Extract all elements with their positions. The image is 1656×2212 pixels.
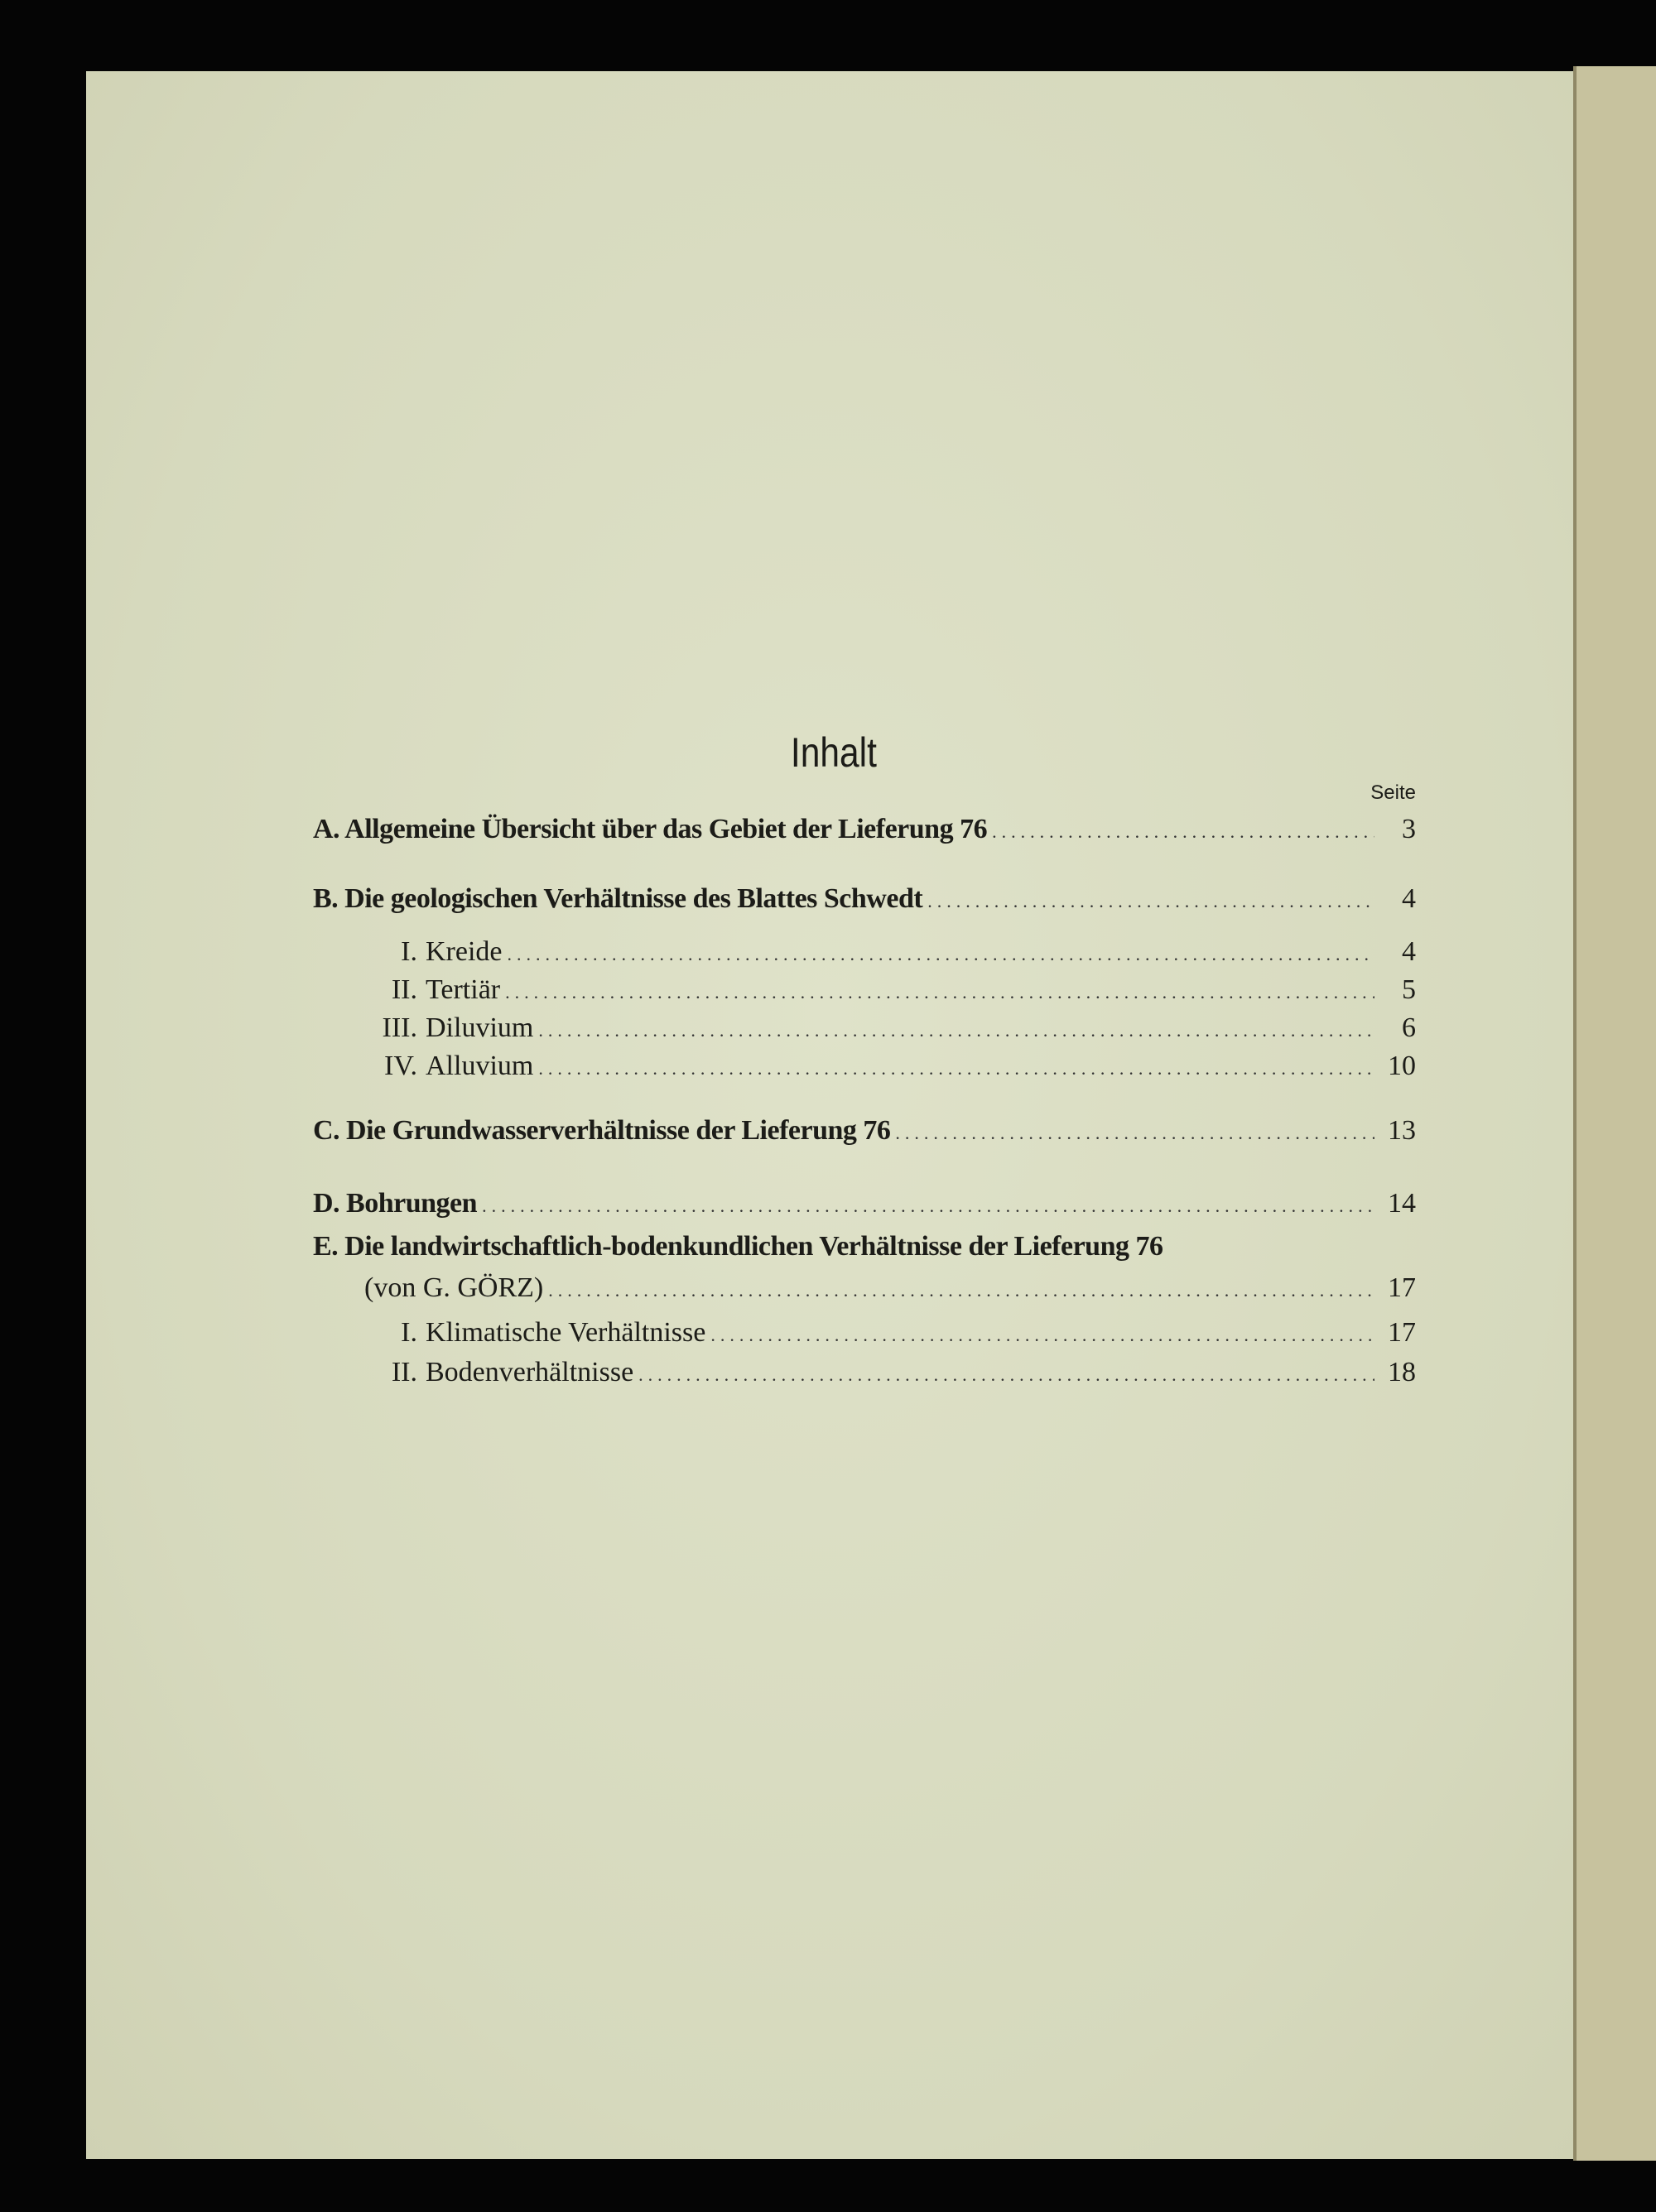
toc-subentry: I. Klimatische Verhältnisse ..... 17 — [364, 1315, 1416, 1354]
toc-entry-e: E. Die landwirtschaftlich-bodenkundlichen Verhältnisse der Lieferung 76 — [313, 1231, 1163, 1262]
dot-leader — [538, 1051, 1374, 1087]
toc-entry-e-continuation: (von G. GÖRZ) ..... 17 — [364, 1270, 1416, 1309]
toc-subentry: II. Bodenverhältnisse ..... 18 — [364, 1354, 1416, 1393]
toc-subentry: II. Tertiär ..... 5 — [364, 972, 1416, 1011]
dot-leader — [482, 1188, 1374, 1224]
toc-subentry: I. Kreide ..... 4 — [364, 934, 1416, 973]
toc-entry-c: C. Die Grundwasserverhältnisse der Lieferung 76 ..... 13 — [313, 1113, 1416, 1152]
dot-leader — [508, 936, 1374, 973]
dot-leader — [538, 1012, 1374, 1049]
adjacent-page-edge — [1573, 66, 1656, 2161]
toc-entry-d: D. Bohrungen ..... 14 — [313, 1185, 1416, 1224]
page-column-header: Seite — [1370, 781, 1416, 804]
toc-subentry: IV. Alluvium ..... 10 — [364, 1048, 1416, 1087]
toc-entry-a: A. Allgemeine Übersicht über das Gebiet der Lieferung 76 ..... 3 — [313, 811, 1416, 850]
dot-leader — [895, 1115, 1374, 1152]
toc-entry-b: B. Die geologischen Verhältnisse des Blattes Schwedt ..... 4 — [313, 881, 1416, 920]
dot-leader — [710, 1317, 1374, 1354]
dot-leader — [505, 974, 1374, 1011]
dot-leader — [548, 1272, 1374, 1309]
page-title: Inhalt — [790, 729, 877, 776]
dot-leader — [992, 814, 1374, 850]
dot-leader — [638, 1357, 1374, 1393]
dot-leader — [927, 883, 1374, 920]
toc-subentry: III. Diluvium ..... 6 — [364, 1010, 1416, 1049]
